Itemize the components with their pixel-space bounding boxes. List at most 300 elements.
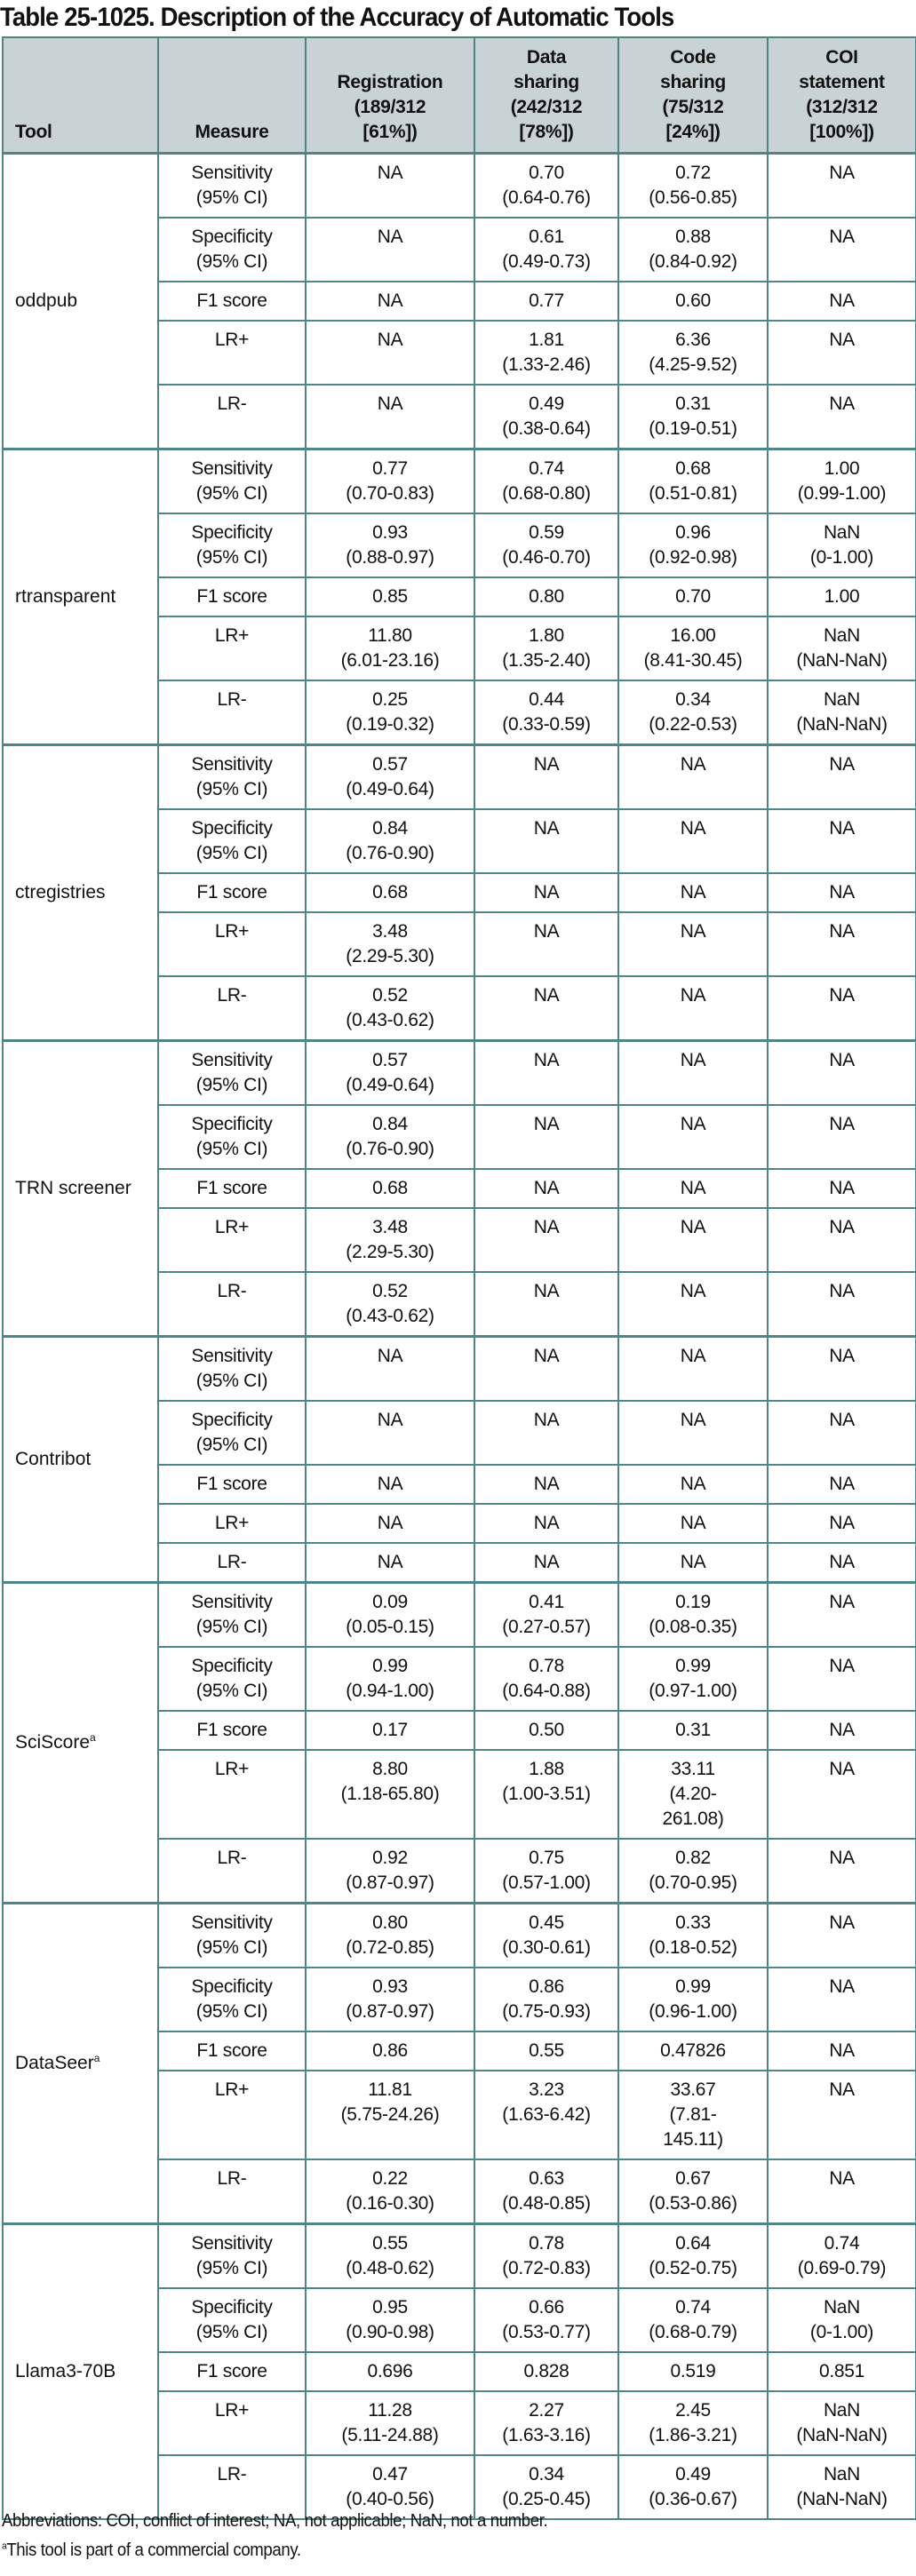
value-ci: (0.30-0.61) xyxy=(502,1937,591,1958)
value-cell-coi-statement xyxy=(768,321,916,385)
measure-cell xyxy=(158,1647,306,1711)
value-estimate: 0.93 xyxy=(372,522,408,543)
value-estimate: NA xyxy=(680,1513,706,1533)
value-ci: (0.69-0.79) xyxy=(797,2258,887,2278)
table-title: Table 25-1025. Description of the Accuracy of Automatic Tools xyxy=(0,3,674,32)
value-estimate: NA xyxy=(377,1346,403,1366)
value-cell-registration xyxy=(306,1041,474,1106)
value-estimate: NA xyxy=(829,1513,855,1533)
header-coi-statement xyxy=(768,37,916,154)
measure-cell xyxy=(158,2391,306,2455)
measure-cell xyxy=(158,1839,306,1904)
measure-cell xyxy=(158,1272,306,1337)
measure-cell xyxy=(158,1543,306,1583)
value-cell-coi-statement xyxy=(768,1543,916,1583)
value-estimate: NA xyxy=(829,1050,855,1070)
value-estimate: NA xyxy=(829,1912,855,1933)
value-cell-coi-statement xyxy=(768,1041,916,1106)
value-estimate: NA xyxy=(533,1346,560,1366)
value-ci: (NaN-NaN) xyxy=(796,2425,888,2445)
value-cell-registration xyxy=(306,218,474,282)
value-estimate: NA xyxy=(680,754,706,775)
value-estimate: 0.72 xyxy=(675,163,711,183)
value-ci: (0.87-0.97) xyxy=(346,2001,434,2022)
value-estimate: NA xyxy=(829,1720,855,1740)
value-cell-registration xyxy=(306,745,474,810)
value-cell-registration xyxy=(306,2224,474,2289)
value-cell-coi-statement xyxy=(768,154,916,219)
value-cell-data-sharing xyxy=(474,680,618,745)
measure-cell xyxy=(158,1041,306,1106)
measure-cell xyxy=(158,1465,306,1504)
tool-name: DataSeer xyxy=(15,2053,94,2073)
value-ci: (1.33-2.46) xyxy=(502,354,591,375)
measure-label: Specificity xyxy=(191,227,273,247)
header-tool xyxy=(3,37,158,154)
header-line: Registration xyxy=(337,72,443,92)
value-estimate: NA xyxy=(533,1474,560,1494)
value-ci: (0.48-0.62) xyxy=(346,2258,434,2278)
value-cell-coi-statement xyxy=(768,1272,916,1337)
value-cell-data-sharing xyxy=(474,321,618,385)
value-estimate: 1.00 xyxy=(824,458,860,479)
table-row xyxy=(3,1904,916,1968)
value-estimate: NA xyxy=(829,1178,855,1198)
value-cell-code-sharing xyxy=(618,154,768,219)
value-estimate: 1.88 xyxy=(529,1759,564,1779)
value-estimate: 0.75 xyxy=(529,1848,564,1868)
value-ci: (0.68-0.79) xyxy=(649,2322,737,2342)
value-cell-registration xyxy=(306,1543,474,1583)
value-cell-code-sharing xyxy=(618,2159,768,2224)
value-estimate: 0.61 xyxy=(529,227,564,247)
value-cell-code-sharing xyxy=(618,1711,768,1750)
value-cell-code-sharing xyxy=(618,1337,768,1402)
value-cell-data-sharing xyxy=(474,1041,618,1106)
measure-cell xyxy=(158,809,306,873)
value-ci: (1.63-6.42) xyxy=(502,2104,591,2125)
value-estimate: 0.519 xyxy=(670,2361,716,2381)
value-estimate: 11.81 xyxy=(368,2079,412,2100)
value-estimate: NA xyxy=(829,1281,855,1301)
measure-label: LR- xyxy=(217,2168,247,2189)
value-estimate: NA xyxy=(533,882,560,902)
value-cell-coi-statement xyxy=(768,873,916,912)
value-estimate: NA xyxy=(829,1474,855,1494)
footnote-marker: a xyxy=(2,2540,7,2552)
measure-cell xyxy=(158,745,306,810)
header-tool-label: Tool xyxy=(15,122,52,142)
value-cell-coi-statement xyxy=(768,809,916,873)
value-ci: (0.16-0.30) xyxy=(346,2193,434,2214)
value-cell-registration xyxy=(306,1504,474,1543)
value-estimate: NaN xyxy=(823,625,861,646)
value-estimate: 0.41 xyxy=(529,1592,564,1612)
value-ci: (0-1.00) xyxy=(809,547,874,568)
value-estimate: 0.33 xyxy=(675,1912,711,1933)
value-ci: (NaN-NaN) xyxy=(796,714,888,735)
tool-name: TRN screener xyxy=(15,1178,131,1198)
value-ci: (0.22-0.53) xyxy=(649,714,737,735)
value-ci: (0.76-0.90) xyxy=(346,843,434,863)
value-ci: (1.86-3.21) xyxy=(649,2425,737,2445)
header-registration xyxy=(306,37,474,154)
measure-label: LR- xyxy=(217,1552,247,1572)
tool-name-cell xyxy=(3,1337,158,1583)
value-estimate: NA xyxy=(829,882,855,902)
value-cell-code-sharing xyxy=(618,2391,768,2455)
value-ci: (0.70-0.83) xyxy=(346,483,434,504)
value-cell-registration xyxy=(306,321,474,385)
header-line: Code xyxy=(670,47,716,68)
measure-label: LR+ xyxy=(214,1217,250,1237)
measure-cell xyxy=(158,976,306,1041)
value-estimate: NA xyxy=(377,227,403,247)
value-cell-coi-statement xyxy=(768,1904,916,1968)
value-ci: (0.48-0.85) xyxy=(502,2193,591,2214)
value-estimate: 0.77 xyxy=(529,290,564,311)
value-ci: (1.35-2.40) xyxy=(502,650,591,671)
measure-label: Sensitivity xyxy=(191,163,273,183)
value-cell-coi-statement xyxy=(768,1169,916,1208)
value-estimate: 0.25 xyxy=(372,689,408,710)
value-cell-data-sharing xyxy=(474,1272,618,1337)
measure-label: Sensitivity xyxy=(191,458,273,479)
header-line: statement xyxy=(799,72,885,92)
value-ci: (5.11-24.88) xyxy=(341,2425,439,2445)
measure-label: F1 score xyxy=(196,586,267,607)
value-estimate: NA xyxy=(829,985,855,1006)
value-cell-data-sharing xyxy=(474,873,618,912)
header-code-sharing xyxy=(618,37,768,154)
value-ci: 145.11) xyxy=(663,2129,723,2150)
value-estimate: 0.17 xyxy=(372,1720,408,1740)
value-cell-code-sharing xyxy=(618,1968,768,2031)
value-ci: (0.18-0.52) xyxy=(649,1937,737,1958)
value-ci: (0.99-1.00) xyxy=(797,483,887,504)
measure-label: (95% CI) xyxy=(195,547,268,568)
value-cell-registration xyxy=(306,1839,474,1904)
value-ci: (0.97-1.00) xyxy=(649,1681,737,1701)
value-estimate: 0.86 xyxy=(372,2040,408,2061)
value-cell-coi-statement xyxy=(768,1465,916,1504)
value-cell-registration xyxy=(306,1401,474,1465)
measure-label: Sensitivity xyxy=(191,1912,273,1933)
value-estimate: 0.55 xyxy=(372,2233,408,2254)
measure-label: (95% CI) xyxy=(195,843,268,863)
value-cell-code-sharing xyxy=(618,1208,768,1272)
value-estimate: 0.52 xyxy=(372,985,408,1006)
value-ci: (0.05-0.15) xyxy=(346,1617,434,1637)
measure-label: Specificity xyxy=(191,1410,273,1430)
value-ci: (0.70-0.95) xyxy=(649,1872,737,1893)
tool-name: Contribot xyxy=(15,1449,92,1469)
value-estimate: 0.63 xyxy=(529,2168,564,2189)
value-cell-registration xyxy=(306,513,474,577)
measure-label: (95% CI) xyxy=(195,251,268,272)
value-estimate: 0.96 xyxy=(675,522,711,543)
value-cell-coi-statement xyxy=(768,1968,916,2031)
value-cell-code-sharing xyxy=(618,2288,768,2352)
value-cell-code-sharing xyxy=(618,577,768,616)
commercial-footnote xyxy=(2,2538,301,2563)
tool-name: SciScore xyxy=(15,1732,91,1753)
value-cell-code-sharing xyxy=(618,745,768,810)
value-cell-coi-statement xyxy=(768,1711,916,1750)
measure-label: (95% CI) xyxy=(195,1371,268,1391)
measure-cell xyxy=(158,218,306,282)
value-estimate: NA xyxy=(533,1114,560,1134)
value-estimate: NA xyxy=(829,921,855,942)
measure-label: (95% CI) xyxy=(195,1681,268,1701)
value-cell-data-sharing xyxy=(474,218,618,282)
table-body xyxy=(3,154,916,2520)
value-cell-data-sharing xyxy=(474,912,618,976)
value-cell-registration xyxy=(306,1272,474,1337)
measure-label: (95% CI) xyxy=(195,2258,268,2278)
measure-label: Specificity xyxy=(191,1114,273,1134)
value-estimate: 0.74 xyxy=(675,2297,711,2318)
value-estimate: 0.60 xyxy=(675,290,711,311)
value-estimate: 3.48 xyxy=(372,921,408,942)
value-estimate: 0.78 xyxy=(529,1656,564,1676)
value-cell-coi-statement xyxy=(768,2224,916,2289)
value-estimate: 0.64 xyxy=(675,2233,711,2254)
value-cell-coi-statement xyxy=(768,976,916,1041)
value-ci: (0.46-0.70) xyxy=(502,547,591,568)
commercial-marker: a xyxy=(93,2052,100,2064)
measure-label: LR+ xyxy=(214,2400,250,2421)
value-cell-registration xyxy=(306,1750,474,1839)
value-cell-data-sharing xyxy=(474,577,618,616)
value-ci: (4.20- xyxy=(669,1784,717,1804)
value-estimate: NaN xyxy=(823,2297,861,2318)
value-estimate: NA xyxy=(533,1217,560,1237)
value-cell-registration xyxy=(306,1904,474,1968)
value-cell-data-sharing xyxy=(474,385,618,449)
value-cell-coi-statement xyxy=(768,1647,916,1711)
value-cell-coi-statement xyxy=(768,282,916,321)
value-estimate: 33.67 xyxy=(670,2079,716,2100)
value-ci: (0.49-0.73) xyxy=(502,251,591,272)
value-estimate: NA xyxy=(680,1410,706,1430)
value-estimate: NA xyxy=(829,1552,855,1572)
value-estimate: 3.23 xyxy=(529,2079,564,2100)
measure-cell xyxy=(158,1711,306,1750)
measure-label: (95% CI) xyxy=(195,1075,268,1095)
measure-cell xyxy=(158,1750,306,1839)
value-estimate: NA xyxy=(829,1346,855,1366)
measure-label: LR+ xyxy=(214,625,250,646)
measure-label: F1 score xyxy=(196,1474,267,1494)
measure-cell xyxy=(158,1105,306,1169)
value-cell-registration xyxy=(306,1711,474,1750)
value-estimate: 0.84 xyxy=(372,818,408,839)
value-cell-coi-statement xyxy=(768,1208,916,1272)
value-estimate: 0.828 xyxy=(523,2361,570,2381)
value-cell-data-sharing xyxy=(474,1401,618,1465)
value-estimate: NA xyxy=(680,1552,706,1572)
measure-label: LR+ xyxy=(214,1513,250,1533)
value-cell-code-sharing xyxy=(618,1465,768,1504)
header-line: sharing xyxy=(514,72,579,92)
value-ci: (0.56-0.85) xyxy=(649,187,737,208)
value-cell-code-sharing xyxy=(618,680,768,745)
value-cell-data-sharing xyxy=(474,449,618,514)
value-cell-code-sharing xyxy=(618,2352,768,2391)
value-estimate: 0.52 xyxy=(372,1281,408,1301)
value-cell-data-sharing xyxy=(474,1465,618,1504)
value-cell-code-sharing xyxy=(618,1401,768,1465)
value-estimate: NaN xyxy=(823,2400,861,2421)
value-ci: (0.64-0.88) xyxy=(502,1681,591,1701)
measure-label: LR- xyxy=(217,689,247,710)
measure-label: LR+ xyxy=(214,1759,250,1779)
value-ci: (NaN-NaN) xyxy=(796,2489,888,2509)
value-ci: (0.52-0.75) xyxy=(649,2258,737,2278)
value-cell-registration xyxy=(306,2391,474,2455)
value-cell-coi-statement xyxy=(768,385,916,449)
measure-cell xyxy=(158,1169,306,1208)
value-estimate: NA xyxy=(680,882,706,902)
value-cell-code-sharing xyxy=(618,513,768,577)
measure-cell xyxy=(158,1583,306,1648)
value-estimate: NA xyxy=(377,1513,403,1533)
tool-name-cell xyxy=(3,1904,158,2224)
value-ci: (2.29-5.30) xyxy=(346,946,434,966)
measure-cell xyxy=(158,2159,306,2224)
value-estimate: NA xyxy=(829,1114,855,1134)
measure-label: Sensitivity xyxy=(191,754,273,775)
table-row xyxy=(3,1583,916,1648)
measure-label: LR- xyxy=(217,1848,247,1868)
value-cell-data-sharing xyxy=(474,1711,618,1750)
value-estimate: NA xyxy=(829,2040,855,2061)
value-estimate: 0.80 xyxy=(529,586,564,607)
value-cell-code-sharing xyxy=(618,1105,768,1169)
value-cell-code-sharing xyxy=(618,1583,768,1648)
value-estimate: 0.99 xyxy=(675,1976,711,1997)
value-estimate: NA xyxy=(533,1178,560,1198)
value-estimate: NA xyxy=(829,1592,855,1612)
value-cell-registration xyxy=(306,912,474,976)
tool-name-cell xyxy=(3,745,158,1041)
value-ci: (0.36-0.67) xyxy=(649,2489,737,2509)
header-line: [100%]) xyxy=(809,122,874,142)
value-estimate: NA xyxy=(680,1178,706,1198)
value-estimate: 0.59 xyxy=(529,522,564,543)
value-cell-code-sharing xyxy=(618,1041,768,1106)
value-cell-registration xyxy=(306,2159,474,2224)
table-row xyxy=(3,1337,916,1402)
value-ci: (1.00-3.51) xyxy=(502,1784,591,1804)
value-estimate: NA xyxy=(680,1474,706,1494)
value-estimate: 2.45 xyxy=(675,2400,711,2421)
value-cell-code-sharing xyxy=(618,1750,768,1839)
value-estimate: 0.45 xyxy=(529,1912,564,1933)
value-cell-registration xyxy=(306,1337,474,1402)
value-cell-code-sharing xyxy=(618,2224,768,2289)
value-estimate: NA xyxy=(377,1474,403,1494)
value-estimate: NA xyxy=(533,1410,560,1430)
header-line: [78%]) xyxy=(519,122,574,142)
header-measure xyxy=(158,37,306,154)
value-estimate: NA xyxy=(533,1513,560,1533)
value-cell-code-sharing xyxy=(618,218,768,282)
measure-cell xyxy=(158,513,306,577)
value-estimate: NA xyxy=(680,921,706,942)
value-cell-data-sharing xyxy=(474,282,618,321)
value-cell-data-sharing xyxy=(474,745,618,810)
value-cell-data-sharing xyxy=(474,2224,618,2289)
value-ci: (0.88-0.97) xyxy=(346,547,434,568)
value-cell-data-sharing xyxy=(474,2288,618,2352)
header-line: [24%]) xyxy=(665,122,721,142)
value-ci: (0.94-1.00) xyxy=(346,1681,434,1701)
value-cell-coi-statement xyxy=(768,2031,916,2071)
value-estimate: NA xyxy=(829,330,855,350)
value-cell-registration xyxy=(306,2288,474,2352)
value-estimate: 0.93 xyxy=(372,1976,408,1997)
tool-name-cell xyxy=(3,154,158,449)
value-estimate: 0.55 xyxy=(529,2040,564,2061)
value-cell-coi-statement xyxy=(768,2391,916,2455)
value-ci: (0.76-0.90) xyxy=(346,1139,434,1159)
value-cell-coi-statement xyxy=(768,2159,916,2224)
value-ci: (2.29-5.30) xyxy=(346,1242,434,1262)
tool-name-cell xyxy=(3,449,158,745)
value-cell-data-sharing xyxy=(474,2159,618,2224)
value-cell-coi-statement xyxy=(768,449,916,514)
value-ci: (1.18-65.80) xyxy=(340,1784,440,1804)
value-ci: (0.19-0.51) xyxy=(649,418,737,439)
value-cell-code-sharing xyxy=(618,1504,768,1543)
value-cell-data-sharing xyxy=(474,1968,618,2031)
value-estimate: 0.50 xyxy=(529,1720,564,1740)
value-estimate: 0.34 xyxy=(529,2464,564,2485)
measure-label: F1 score xyxy=(196,1720,267,1740)
value-estimate: 0.31 xyxy=(675,1720,711,1740)
value-estimate: 0.57 xyxy=(372,1050,408,1070)
measure-label: LR- xyxy=(217,985,247,1006)
value-cell-registration xyxy=(306,1169,474,1208)
header-line: Data xyxy=(526,47,567,68)
value-estimate: NA xyxy=(377,290,403,311)
measure-label: F1 score xyxy=(196,882,267,902)
value-cell-registration xyxy=(306,2352,474,2391)
measure-cell xyxy=(158,2352,306,2391)
value-cell-registration xyxy=(306,976,474,1041)
value-cell-code-sharing xyxy=(618,449,768,514)
value-estimate: 0.68 xyxy=(372,1178,408,1198)
measure-label: Sensitivity xyxy=(191,1592,273,1612)
value-estimate: NA xyxy=(829,2079,855,2100)
value-estimate: 8.80 xyxy=(372,1759,408,1779)
measure-cell xyxy=(158,2031,306,2071)
value-estimate: 0.851 xyxy=(818,2361,865,2381)
value-ci: (0.90-0.98) xyxy=(346,2322,434,2342)
value-estimate: NA xyxy=(377,394,403,414)
value-estimate: 0.92 xyxy=(372,1848,408,1868)
value-cell-registration xyxy=(306,2071,474,2159)
value-estimate: 0.47 xyxy=(372,2464,408,2485)
value-cell-registration xyxy=(306,1968,474,2031)
value-cell-code-sharing xyxy=(618,809,768,873)
value-cell-coi-statement xyxy=(768,218,916,282)
value-ci: (6.01-23.16) xyxy=(340,650,440,671)
value-ci: (0.57-1.00) xyxy=(502,1872,591,1893)
value-estimate: NA xyxy=(829,1759,855,1779)
